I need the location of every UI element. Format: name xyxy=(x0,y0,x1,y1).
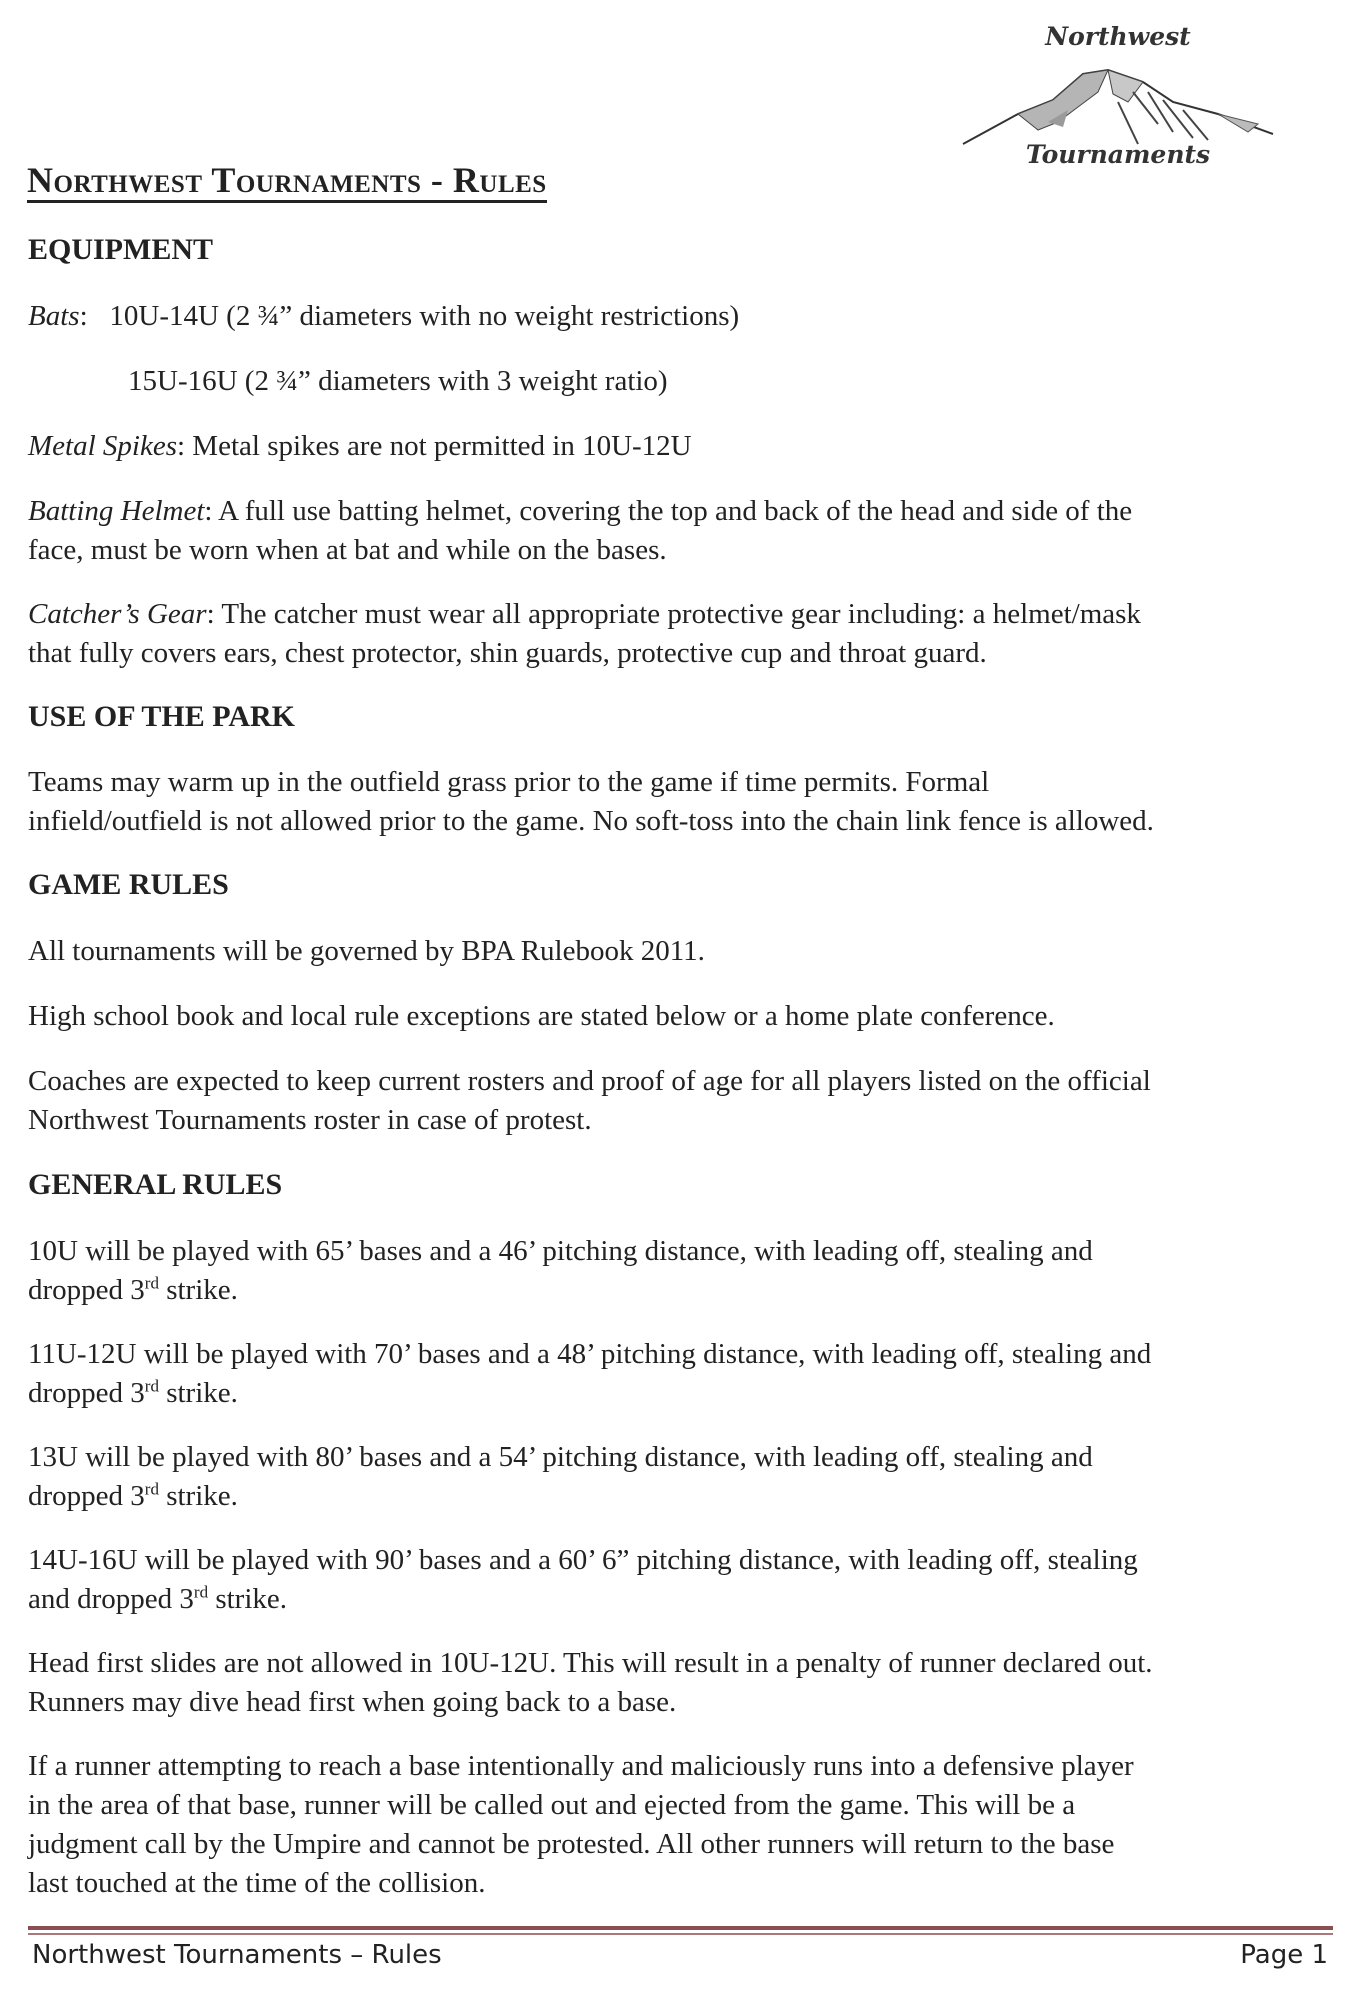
game-rules-paragraph-3 xyxy=(28,1062,1151,1140)
catchers-gear-text-1: The catcher must wear all appropriate protective gear including: a helmet/mask xyxy=(221,598,1141,630)
catchers-gear-label: Catcher’s Gear xyxy=(28,598,207,630)
logo-bottom-text: Tournaments xyxy=(1025,140,1211,169)
general-rule-11u-12u-line-2 xyxy=(28,1377,238,1409)
collision-line-4: last touched at the time of the collision. xyxy=(28,1867,486,1899)
game-rules-paragraph-1: All tournaments will be governed by BPA Rulebook 2011. xyxy=(28,935,705,967)
general-rule-10u-text: dropped 3 xyxy=(28,1274,145,1306)
general-rule-13u xyxy=(28,1438,1093,1516)
general-rule-11u-12u-end: strike. xyxy=(158,1377,238,1409)
bats-line-2: 15U-16U (2 ¾” diameters with 3 weight ratio) xyxy=(128,365,668,397)
metal-spikes-label: Metal Spikes xyxy=(28,430,177,462)
batting-helmet-rule: Batting Helmet: A full use batting helmet, covering the top and back of the head and side of the face, must be worn when at bat and while on the bases. xyxy=(28,495,1133,566)
general-rule-10u-end: strike. xyxy=(158,1274,238,1306)
general-rule-13u-line-2 xyxy=(28,1480,238,1512)
game-rules-paragraph-2: High school book and local rule exceptions are stated below or a home plate conference. xyxy=(28,1000,1055,1032)
game-rules-paragraph-3-line-1: Coaches are expected to keep current rosters and proof of age for all players listed on the official xyxy=(28,1065,1151,1097)
general-rule-13u-line-1: 13U will be played with 80’ bases and a 54’ pitching distance, with leading off, stealing and xyxy=(28,1441,1093,1473)
ordinal-suffix: rd xyxy=(144,1376,159,1396)
general-rule-10u xyxy=(28,1232,1093,1310)
general-rule-head-first-slides xyxy=(28,1644,1153,1722)
head-first-slides-line-1: Head first slides are not allowed in 10U-12U. This will result in a penalty of runner declared out. xyxy=(28,1647,1153,1679)
bats-text-1: 10U-14U (2 ¾” diameters with no weight restrictions) xyxy=(109,300,740,332)
metal-spikes-text: Metal spikes are not permitted in 10U-12U xyxy=(192,430,692,462)
game-rules-paragraph-3-line-2: Northwest Tournaments roster in case of protest. xyxy=(28,1104,592,1136)
ordinal-suffix: rd xyxy=(144,1479,159,1499)
general-rules-heading: GENERAL RULES xyxy=(28,1168,283,1201)
general-rule-10u-line-2 xyxy=(28,1274,238,1306)
batting-helmet-label: Batting Helmet xyxy=(28,495,205,527)
batting-helmet-text-2: face, must be worn when at bat and while on the bases. xyxy=(28,534,667,566)
equipment-heading: EQUIPMENT xyxy=(28,233,214,266)
head-first-slides-line-2: Runners may dive head first when going back to a base. xyxy=(28,1686,677,1718)
catchers-gear-rule: Catcher’s Gear: The catcher must wear all appropriate protective gear including: a helmet/mask that fully covers ears, chest protector, shin guards, protective cup and throat guard. xyxy=(28,598,1141,669)
logo-top-text: Northwest xyxy=(1045,22,1191,51)
general-rule-11u-12u-line-1: 11U-12U will be played with 70’ bases and a 48’ pitching distance, with leading off, stealing and xyxy=(28,1338,1152,1370)
general-rule-10u-line-1: 10U will be played with 65’ bases and a 46’ pitching distance, with leading off, stealing and xyxy=(28,1235,1093,1267)
collision-line-3: judgment call by the Umpire and cannot be protested. All other runners will return to the base xyxy=(28,1828,1115,1860)
game-rules-heading: GAME RULES xyxy=(28,868,229,901)
general-rule-11u-12u xyxy=(28,1335,1151,1413)
page-number: Page 1 xyxy=(1240,1940,1328,1970)
use-of-park-text xyxy=(28,763,1154,841)
footer-title: Northwest Tournaments – Rules xyxy=(32,1940,442,1970)
general-rule-14u-16u-text: and dropped 3 xyxy=(28,1583,194,1615)
ordinal-suffix: rd xyxy=(193,1582,209,1602)
metal-spikes-rule: Metal Spikes: Metal spikes are not permitted in 10U-12U xyxy=(28,430,692,462)
use-of-park-line-2: infield/outfield is not allowed prior to the game. No soft-toss into the chain link fence is allowed. xyxy=(28,805,1154,837)
general-rule-14u-16u-line-1: 14U-16U will be played with 90’ bases and a 60’ 6” pitching distance, with leading off, stealing xyxy=(28,1544,1138,1576)
bats-line-1: Bats: 10U-14U (2 ¾” diameters with no weight restrictions) xyxy=(28,300,740,332)
ordinal-suffix: rd xyxy=(144,1273,159,1293)
general-rule-14u-16u xyxy=(28,1541,1138,1619)
footer-divider xyxy=(28,1926,1333,1930)
footer-divider-thin xyxy=(28,1933,1333,1935)
batting-helmet-text-1: A full use batting helmet, covering the top and back of the head and side of the xyxy=(218,495,1133,527)
use-of-park-heading: USE OF THE PARK xyxy=(28,700,295,733)
use-of-park-line-1: Teams may warm up in the outfield grass prior to the game if time permits. Formal xyxy=(28,766,990,798)
general-rule-13u-end: strike. xyxy=(158,1480,238,1512)
page-title: Northwest Tournaments - Rules xyxy=(27,160,547,203)
bats-label: Bats xyxy=(28,300,80,332)
collision-line-1: If a runner attempting to reach a base intentionally and maliciously runs into a defensive player xyxy=(28,1750,1134,1782)
collision-line-2: in the area of that base, runner will be called out and ejected from the game. This will be a xyxy=(28,1789,1076,1821)
catchers-gear-text-2: that fully covers ears, chest protector, shin guards, protective cup and throat guard. xyxy=(28,637,987,669)
general-rule-11u-12u-text: dropped 3 xyxy=(28,1377,145,1409)
northwest-tournaments-logo xyxy=(948,18,1288,178)
general-rule-14u-16u-line-2 xyxy=(28,1583,287,1615)
general-rule-14u-16u-end: strike. xyxy=(208,1583,288,1615)
general-rule-collision xyxy=(28,1747,1134,1903)
mountain-icon xyxy=(958,52,1278,152)
general-rule-13u-text: dropped 3 xyxy=(28,1480,145,1512)
